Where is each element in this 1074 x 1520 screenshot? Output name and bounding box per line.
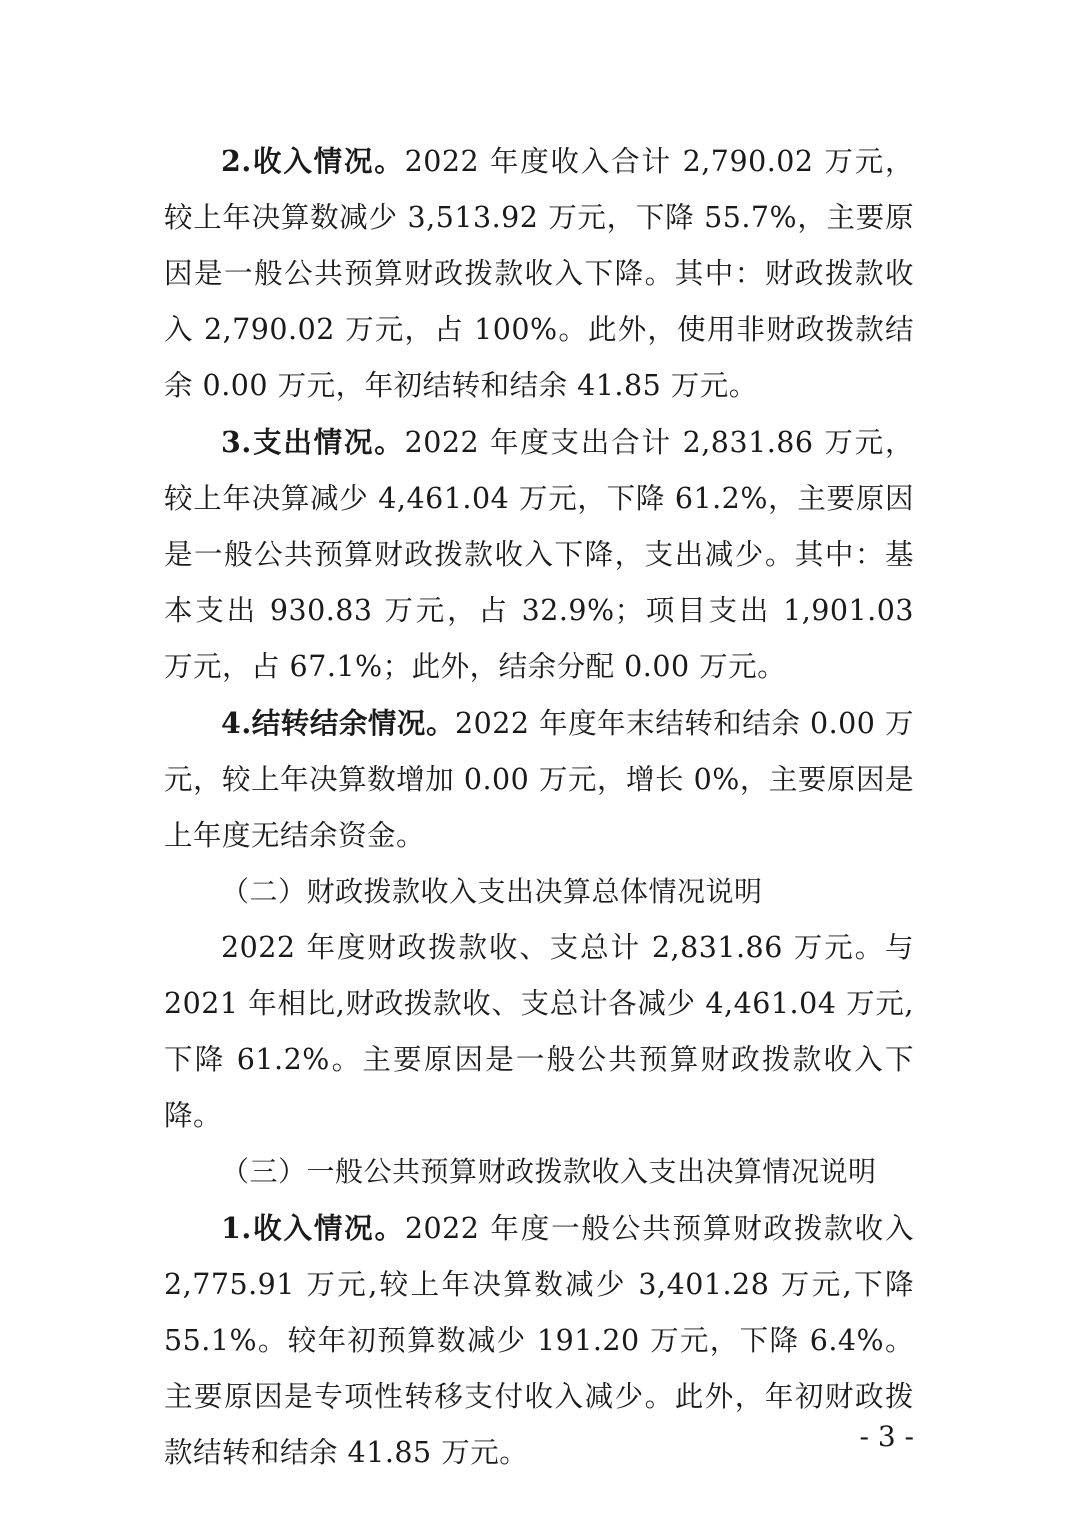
paragraph-lead: 1.收入情况。 [221, 1211, 405, 1245]
paragraph-lead: 4.结转结余情况。 [221, 706, 455, 740]
document-page [164, 133, 914, 1481]
paragraph-lead: 3.支出情况。 [221, 425, 405, 459]
page-number: - 3 - [859, 1420, 914, 1453]
paragraph-body: 2022 年度年末结转和结余 0.00 万元，较上年决算数增加 0.00 万元，增长 0%，主要原因是上年度无结余资金。 [164, 707, 914, 852]
paragraph-body: 2022 年度支出合计 2,831.86 万元，较上年决算减少 4,461.04 万元，下降 61.2%，主要原因是一般公共预算财政拨款收入下降，支出减少。其中：基本支出 930.83 万元，占 32.9%；项目支出 1,901.03 万元，占 67.1%；此外，结余分配 0.00 万元。 [164, 426, 914, 683]
paragraph-general-budget-income [164, 1200, 914, 1481]
paragraph-expenditure [164, 414, 914, 695]
paragraph-income [164, 133, 914, 414]
paragraph-body: 2022 年度一般公共预算财政拨款收入 2,775.91 万元,较上年决算数减少 3,401.28 万元,下降 55.1%。较年初预算数减少 191.20 万元，下降 6.4%。主要原因是专项性转移支付收入减少。此外，年初财政拨款结转和结余 41.85 万元。 [164, 1212, 914, 1469]
paragraph-fiscal-overview [164, 920, 914, 1144]
paragraph-lead: 2.收入情况。 [221, 144, 405, 178]
paragraph-body: 2022 年度收入合计 2,790.02 万元，较上年决算数减少 3,513.92 万元，下降 55.7%，主要原因是一般公共预算财政拨款收入下降。其中：财政拨款收入 2,790.02 万元，占 100%。此外，使用非财政拨款结余 0.00 万元，年初结转和结余 41.85 万元。 [164, 145, 914, 402]
subheading-fiscal-overview: （二）财政拨款收入支出决算总体情况说明 [221, 875, 763, 908]
paragraph-body: 2022 年度财政拨款收、支总计 2,831.86 万元。与 2021 年相比,财政拨款收、支总计各减少 4,461.04 万元,下降 61.2%。主要原因是一般公共预算财政拨款收入下降。 [164, 931, 914, 1132]
paragraph-carryover [164, 695, 914, 864]
subheading-general-budget: （三）一般公共预算财政拨款收入支出决算情况说明 [221, 1155, 877, 1188]
